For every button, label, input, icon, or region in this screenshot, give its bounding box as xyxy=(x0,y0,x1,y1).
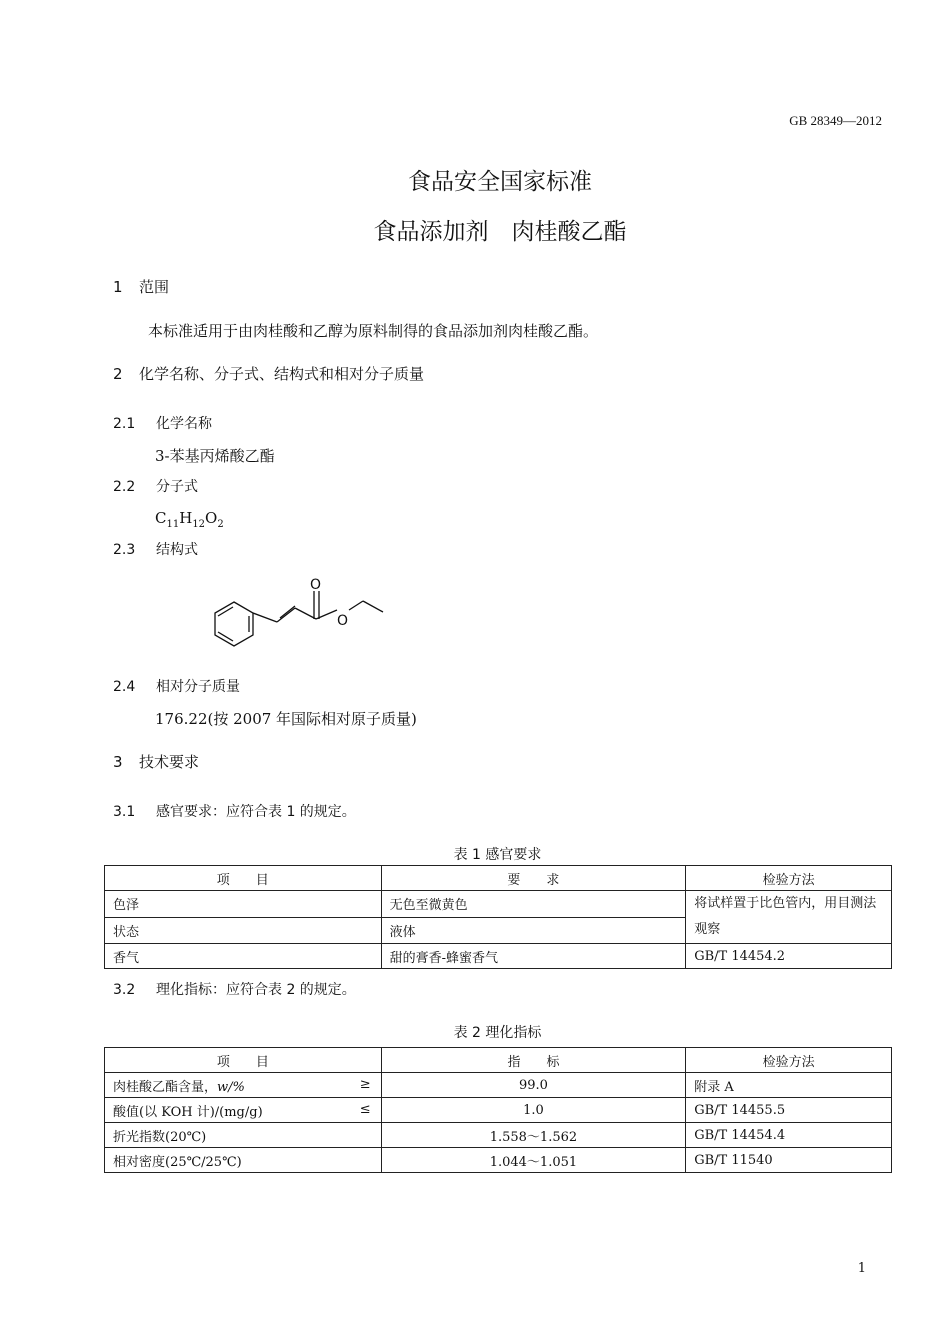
section-title: 技术要求 xyxy=(139,753,200,771)
operator-symbol: ≥ xyxy=(359,1077,371,1092)
section-title: 化学名称、分子式、结构式和相对分子质量 xyxy=(139,365,425,383)
section-number: 1 xyxy=(113,278,123,296)
table-header-row xyxy=(105,1048,892,1073)
table-row xyxy=(105,1073,892,1098)
document-subtitle: 食品添加剂 肉桂酸乙酯 xyxy=(373,219,627,245)
cell-method: GB/T 14454.2 xyxy=(686,944,892,969)
cell-item: 香气 xyxy=(105,944,382,969)
section-3-2-heading xyxy=(113,979,356,999)
table-2-caption: 表 2 理化指标 xyxy=(453,1025,542,1041)
section-title: 结构式 xyxy=(156,542,198,558)
section-title: 化学名称 xyxy=(156,416,212,432)
chemical-name: 3-苯基丙烯酸乙酯 xyxy=(155,447,275,465)
section-title: 相对分子质量 xyxy=(156,679,240,695)
section-3-heading xyxy=(113,751,199,772)
table-row xyxy=(105,1098,892,1123)
section-1-text: 本标准适用于由肉桂酸和乙醇为原料制得的食品添加剂肉桂酸乙酯。 xyxy=(148,322,599,340)
cell-requirement: 液体 xyxy=(381,917,686,944)
section-1-heading xyxy=(113,276,169,297)
table-row xyxy=(105,891,892,918)
section-2-2-heading xyxy=(113,476,198,496)
section-title: 范围 xyxy=(139,278,170,296)
ester-oxygen-label: O xyxy=(337,613,349,629)
structural-formula-diagram xyxy=(205,570,395,655)
cell-value: 99.0 xyxy=(381,1073,686,1098)
section-number: 2 xyxy=(113,365,123,383)
section-title: 分子式 xyxy=(156,479,198,495)
cell-item: 折光指数(20℃) xyxy=(105,1123,382,1148)
header-method: 检验方法 xyxy=(686,866,892,891)
section-number: 2.3 xyxy=(113,542,136,558)
physicochemical-indicators-table xyxy=(104,1047,892,1173)
cell-requirement: 甜的膏香-蜂蜜香气 xyxy=(381,944,686,969)
table-row xyxy=(105,1123,892,1148)
table-row xyxy=(105,944,892,969)
header-item: 项 目 xyxy=(105,1048,382,1073)
molecular-formula: $C_{11}H_{12}O_2$ xyxy=(155,509,224,530)
document-title: 食品安全国家标准 xyxy=(408,169,592,195)
section-2-4-heading xyxy=(113,676,240,696)
section-number: 2.4 xyxy=(113,679,136,695)
section-title: 感官要求：应符合表 1 的规定。 xyxy=(156,804,356,820)
molecular-mass: 176.22(按 2007 年国际相对原子质量) xyxy=(155,710,417,728)
cell-item: 酸值(以 KOH 计)/(mg/g) ≤ xyxy=(105,1098,382,1123)
header-item: 项 目 xyxy=(105,866,382,891)
section-2-1-heading xyxy=(113,413,212,433)
header-requirement: 要 求 xyxy=(381,866,686,891)
cell-item: 状态 xyxy=(105,917,382,944)
cell-item: 肉桂酸乙酯含量，w/% ≥ xyxy=(105,1073,382,1098)
section-number: 3.1 xyxy=(113,804,136,820)
table-row xyxy=(105,1148,892,1173)
header-method: 检验方法 xyxy=(686,1048,892,1073)
table-1-caption: 表 1 感官要求 xyxy=(453,847,542,863)
section-2-3-heading xyxy=(113,539,198,559)
section-3-1-heading xyxy=(113,801,356,821)
cell-method: GB/T 11540 xyxy=(686,1148,892,1173)
section-number: 3 xyxy=(113,753,123,771)
benzene-ring xyxy=(215,602,253,646)
page-number: 1 xyxy=(857,1261,866,1276)
cell-requirement: 无色至微黄色 xyxy=(381,891,686,918)
cell-method: 附录 A xyxy=(686,1073,892,1098)
cell-method-merged: 将试样置于比色管内，用目测法观察 xyxy=(686,891,892,944)
section-title: 理化指标：应符合表 2 的规定。 xyxy=(156,982,356,998)
header-indicator: 指 标 xyxy=(381,1048,686,1073)
sensory-requirements-table xyxy=(104,865,892,969)
cell-item: 相对密度(25℃/25℃) xyxy=(105,1148,382,1173)
cell-value: 1.558～1.562 xyxy=(381,1123,686,1148)
cell-value: 1.044～1.051 xyxy=(381,1148,686,1173)
cell-method: GB/T 14455.5 xyxy=(686,1098,892,1123)
cell-item: 色泽 xyxy=(105,891,382,918)
section-number: 3.2 xyxy=(113,982,136,998)
carbonyl-oxygen-label: O xyxy=(310,577,322,593)
section-number: 2.1 xyxy=(113,416,136,432)
section-2-heading xyxy=(113,363,424,384)
cell-value: 1.0 xyxy=(381,1098,686,1123)
table-header-row xyxy=(105,866,892,891)
section-number: 2.2 xyxy=(113,479,136,495)
cell-method: GB/T 14454.4 xyxy=(686,1123,892,1148)
operator-symbol: ≤ xyxy=(359,1102,371,1117)
standard-number: GB 28349—2012 xyxy=(789,113,882,128)
